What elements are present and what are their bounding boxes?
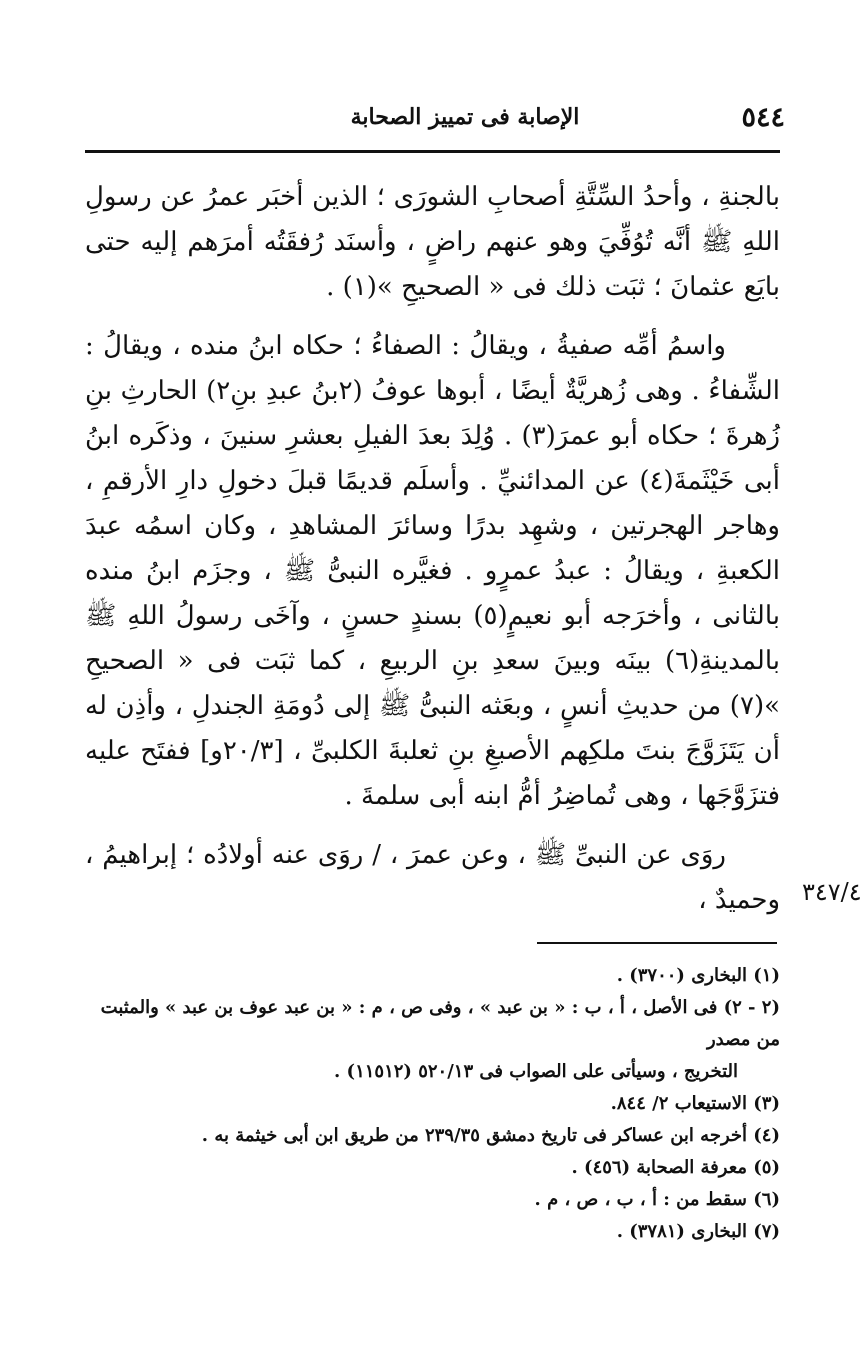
footnote-rule — [537, 942, 777, 944]
header-rule — [85, 150, 780, 153]
page-header — [85, 100, 785, 140]
footnote-1: (١) البخارى (٣٧٠٠) . — [616, 965, 780, 986]
paragraph-2: واسمُ أمِّه صفيةُ ، ويقالُ : الصفاءُ ؛ حكاه ابنُ منده ، ويقالُ : الشِّفاءُ . وهى زُهريَّةٌ أيضًا ، أبوها عوفُ (٢بنُ عبدِ بنِ٢) الحارثِ بنِ زُهرةَ ؛ حكاه أبو عمرَ(٣) . وُلِدَ بعدَ الفيلِ بعشرِ سنينَ ، وذكَره ابنُ أبى خَيْثَمةَ(٤) عن المدائنيِّ . وأسلَم قديمًا قبلَ دخولِ دارِ الأرقمِ ، وهاجر الهجرتين ، وشهِد بدرًا وسائرَ المشاهدِ ، وكان اسمُه عبدَ الكعبةِ ، ويقالُ : عبدُ عمرٍو . فغيَّره النبىُّ ﷺ ، وجزَم ابنُ منده بالثانى ، وأخرَجه أبو نعيمٍ(٥) بسندٍ حسنٍ ، وآخَى رسولُ اللهِ ﷺ بالمدينةِ(٦) بينَه وبينَ سعدِ بنِ الربيعِ ، كما ثبَت فى « الصحيحِ »(٧) من حديثِ أنسٍ ، وبعَثه النبىُّ ﷺ إلى دُومَةِ الجندلِ ، وأذِن له أن يَتَزَوَّجَ بنتَ ملكِهم الأصبغِ بنِ ثعلبةَ الكلبىِّ ، [٢٠/٣و] ففتَح عليه فتزَوَّجَها ، وهى تُماضِرُ أمُّ ابنه أبى سلمةَ . — [85, 331, 781, 811]
footnote-6: (٦) سقط من : أ ، ب ، ص ، م . — [534, 1189, 780, 1210]
footnotes — [85, 960, 780, 1248]
footnote-7: (٧) البخارى (٣٧٨١) . — [616, 1221, 780, 1242]
footnote-2: (٢ - ٢) فى الأصل ، أ ، ب : « بن عبد » ، وفى ص ، م : « بن عبد عوف بن عبد » والمثبت من مصدر — [100, 997, 780, 1050]
footnote-4: (٤) أخرجه ابن عساكر فى تاريخ دمشق ٢٣٩/٣٥ من طريق ابن أبى خيثمة به . — [201, 1125, 780, 1146]
footnote-2-continued: التخريج ، وسيأتى على الصواب فى ٥٢٠/١٣ (١١٥١٢) . — [334, 1061, 738, 1082]
paragraph-1: بالجنةِ ، وأحدُ السِّتَّةِ أصحابِ الشورَى ؛ الذين أخبَر عمرُ عن رسولِ اللهِ ﷺ أنَّه تُوُفِّيَ وهو عنهم راضٍ ، وأسنَد رُفقَتُه أمرَهم إليه حتى بايَع عثمانَ ؛ ثبَت ذلك فى « الصحيحِ »(١) . — [85, 182, 780, 302]
volume-page-reference: ٣٤٧/٤ — [802, 878, 862, 906]
main-text — [85, 175, 780, 923]
paragraph-3: روَى عن النبىِّ ﷺ ، وعن عمرَ ، / روَى عنه أولادُه ؛ إبراهيمُ ، وحميدٌ ، — [85, 840, 780, 915]
running-title: الإصابة فى تمييز الصحابة — [350, 104, 580, 130]
footnote-5: (٥) معرفة الصحابة (٤٥٦) . — [571, 1157, 780, 1178]
footnote-3: (٣) الاستيعاب ٢/ ٨٤٤. — [610, 1093, 780, 1114]
page-number: ٥٤٤ — [741, 102, 785, 133]
